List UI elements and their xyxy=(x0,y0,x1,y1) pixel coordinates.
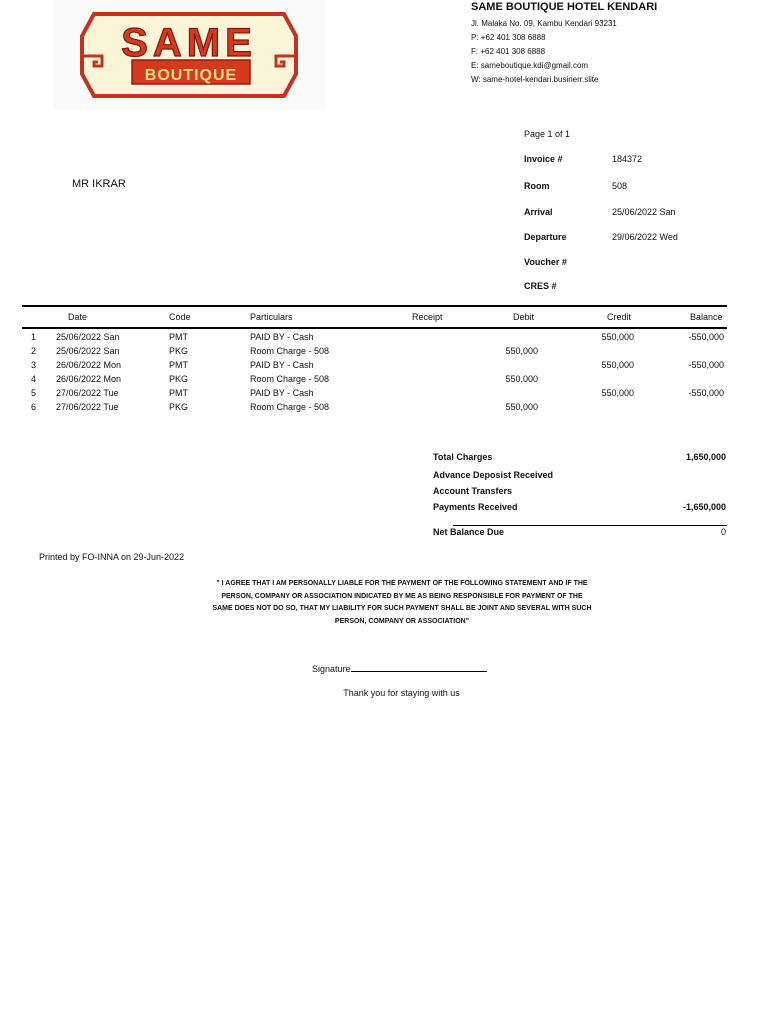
row-number: 3 xyxy=(31,360,37,370)
row-credit: 550,000 xyxy=(601,360,634,370)
hotel-website-url: same-hotel-kendari.businerr.slite xyxy=(482,75,599,84)
arrival-label: Arrival xyxy=(524,207,553,217)
hotel-fax: F: +62 401 308 6888 xyxy=(471,47,546,56)
departure-value: 29/06/2022 Wed xyxy=(612,232,678,242)
row-date: 26/06/2022 Mon xyxy=(56,374,122,384)
signature-line xyxy=(351,662,487,672)
row-particulars: Room Charge - 508 xyxy=(250,402,330,412)
hotel-name: SAME BOUTIQUE HOTEL KENDARI xyxy=(471,1,658,13)
net-balance-label: Net Balance Due xyxy=(433,527,505,537)
row-particulars: Room Charge - 508 xyxy=(250,374,330,384)
hotel-website xyxy=(471,75,598,84)
hotel-address: Jl. Malaka No. 09, Kambu Kendari 93231 xyxy=(471,19,617,28)
row-code: PKG xyxy=(169,402,189,412)
table-top-rule xyxy=(22,305,727,307)
advance-deposit-label: Advance Deposist Received xyxy=(433,470,554,480)
statement-line: PERSON, COMPANY OR ASSOCIATION INDICATED BY ME AS BEING RESPONSIBLE FOR PAYMENT OF THE xyxy=(221,592,583,600)
total-charges-label: Total Charges xyxy=(433,452,493,462)
row-balance: -550,000 xyxy=(688,360,724,370)
signature-block xyxy=(312,662,487,674)
payments-received-label: Payments Received xyxy=(433,502,518,512)
statement-line: SAME DOES NOT DO SO, THAT MY LIABILITY FOR SUCH PAYMENT SHALL BE JOINT AND SEVERAL WITH SUCH xyxy=(212,605,592,612)
table-row xyxy=(0,374,768,387)
table-row xyxy=(0,388,768,401)
row-date: 27/06/2022 Tue xyxy=(56,402,119,412)
voucher-label: Voucher # xyxy=(524,257,567,267)
row-code: PKG xyxy=(169,346,189,356)
col-header-receipt: Receipt xyxy=(412,312,443,322)
invoice-value: 184372 xyxy=(612,154,643,164)
logo-graphic xyxy=(54,0,326,110)
hotel-website-prefix: W: xyxy=(471,75,483,84)
logo-text-boutique: BOUTIQUE xyxy=(144,67,238,84)
row-date: 26/06/2022 Mon xyxy=(56,360,122,370)
row-particulars: PAID BY - Cash xyxy=(250,388,314,398)
net-balance-value: 0 xyxy=(720,527,726,537)
row-credit: 550,000 xyxy=(601,332,634,342)
row-number: 4 xyxy=(31,374,37,384)
col-header-credit: Credit xyxy=(607,312,632,322)
table-row xyxy=(0,360,768,373)
row-date: 25/06/2022 San xyxy=(56,332,120,342)
row-debit: 550,000 xyxy=(505,402,538,412)
departure-label: Departure xyxy=(524,232,567,242)
row-particulars: Room Charge - 508 xyxy=(250,346,330,356)
statement-line: PERSON, COMPANY OR ASSOCIATION" xyxy=(334,617,470,625)
total-charges-value: 1,650,000 xyxy=(685,452,726,462)
col-header-debit: Debit xyxy=(513,312,535,322)
page-number: Page 1 of 1 xyxy=(524,129,571,139)
row-code: PMT xyxy=(169,332,188,342)
row-number: 5 xyxy=(31,388,37,398)
row-code: PMT xyxy=(169,360,188,370)
arrival-value: 25/06/2022 San xyxy=(612,207,676,217)
col-header-particulars: Particulars xyxy=(250,312,293,322)
row-balance: -550,000 xyxy=(688,388,724,398)
hotel-phone: P: +62 401 308 6888 xyxy=(471,33,546,42)
row-number: 2 xyxy=(31,346,37,356)
table-row xyxy=(0,346,768,359)
row-number: 1 xyxy=(31,332,37,342)
table-header-rule xyxy=(22,327,727,329)
table-body xyxy=(0,332,768,416)
col-header-balance: Balance xyxy=(690,312,723,322)
cres-label: CRES # xyxy=(524,281,557,291)
room-value: 508 xyxy=(612,181,628,191)
logo-text-same: SAME xyxy=(121,21,257,65)
row-code: PMT xyxy=(169,388,188,398)
row-date: 27/06/2022 Tue xyxy=(56,388,119,398)
col-header-date: Date xyxy=(68,312,88,322)
signature-label: Signature xyxy=(312,664,351,674)
account-transfers-label: Account Transfers xyxy=(433,486,513,496)
guest-name: MR IKRAR xyxy=(72,178,126,190)
invoice-label: Invoice # xyxy=(524,154,563,164)
row-particulars: PAID BY - Cash xyxy=(250,332,314,342)
room-label: Room xyxy=(524,181,550,191)
row-debit: 550,000 xyxy=(505,346,538,356)
liability-statement xyxy=(204,578,600,628)
row-balance: -550,000 xyxy=(688,332,724,342)
hotel-email: E: sameboutique.kdi@gmail.com xyxy=(471,61,589,70)
row-particulars: PAID BY - Cash xyxy=(250,360,314,370)
row-code: PKG xyxy=(169,374,189,384)
table-row xyxy=(0,402,768,415)
row-debit: 550,000 xyxy=(505,374,538,384)
statement-line: " I AGREE THAT I AM PERSONALLY LIABLE FOR THE PAYMENT OF THE FOLLOWING STATEMENT AND IF THE xyxy=(216,580,588,587)
table-row xyxy=(0,332,768,345)
col-header-code: Code xyxy=(169,312,191,322)
totals-divider xyxy=(453,525,727,526)
printed-by: Printed by FO-INNA on 29-Jun-2022 xyxy=(39,552,185,562)
row-date: 25/06/2022 San xyxy=(56,346,120,356)
thank-you-message: Thank you for staying with us xyxy=(343,688,460,698)
row-number: 6 xyxy=(31,402,37,412)
row-credit: 550,000 xyxy=(601,388,634,398)
hotel-logo xyxy=(54,0,326,110)
payments-received-value: -1,650,000 xyxy=(682,502,726,512)
